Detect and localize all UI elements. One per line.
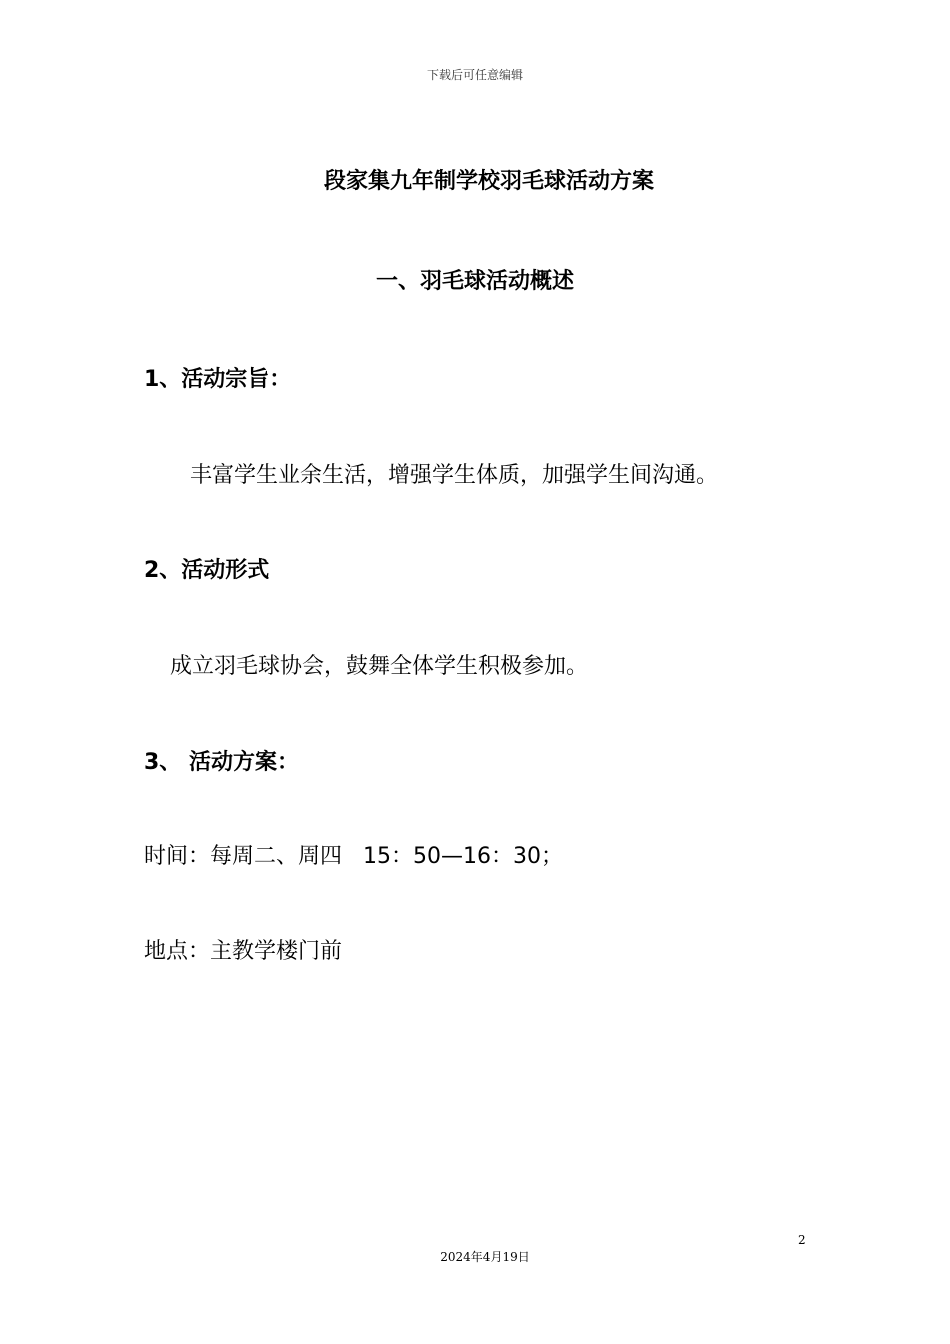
page-number: 2 <box>798 1233 806 1247</box>
heading-form: 2、活动形式 <box>144 558 270 583</box>
heading-purpose: 1、活动宗旨： <box>144 367 292 392</box>
document-title: 段家集九年制学校羽毛球活动方案 <box>323 169 654 194</box>
heading-plan: 3、 活动方案： <box>144 750 299 775</box>
header-note: 下载后可任意编辑 <box>426 68 523 82</box>
footer-date: 2024年4月19日 <box>440 1250 530 1264</box>
purpose-text: 丰富学生业余生活，增强学生体质，加强学生间沟通。 <box>190 463 719 488</box>
section-title: 一、羽毛球活动概述 <box>375 269 574 294</box>
plan-location-line: 地点：主教学楼门前 <box>144 939 343 964</box>
plan-time-line: 时间：每周二、周四 15：50—16：30； <box>144 844 563 869</box>
form-text: 成立羽毛球协会，鼓舞全体学生积极参加。 <box>170 654 589 679</box>
